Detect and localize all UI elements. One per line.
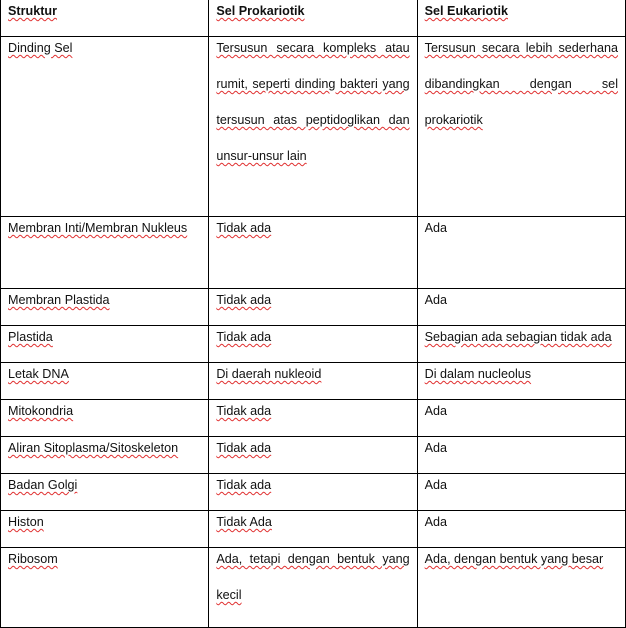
table-cell[interactable]	[417, 217, 625, 289]
cell-prokariotik: Tidak ada	[216, 404, 272, 418]
cell-struktur: Dinding Sel	[8, 41, 73, 55]
cell-prokariotik: Ada, tetapi dengan bentuk yang kecil	[216, 552, 410, 602]
cell-struktur: Membran Inti/Membran Nukleus	[8, 221, 188, 235]
cell-struktur: Letak DNA	[8, 367, 69, 381]
table-row	[1, 548, 626, 628]
table-cell[interactable]	[1, 548, 209, 628]
cell-struktur: Plastida	[8, 330, 53, 344]
cell-prokariotik: Tersusun secara kompleks atau rumit, seperti dinding bakteri yang tersusun atas peptidoglikan dan unsur-unsur lain	[216, 41, 410, 163]
table-cell[interactable]	[1, 217, 209, 289]
header-prokariotik: Sel Prokariotik	[216, 4, 305, 18]
cell-eukariotik: Sebagian ada sebagian tidak ada	[424, 330, 612, 344]
table-cell[interactable]	[417, 548, 625, 628]
cell-struktur: Membran Plastida	[8, 293, 110, 307]
cell-prokariotik: Tidak ada	[216, 221, 272, 235]
cell-prokariotik: Tidak ada	[216, 478, 272, 492]
cell-struktur: Aliran Sitoplasma/Sitoskeleton	[8, 441, 179, 455]
cell-struktur: Mitokondria	[8, 404, 74, 418]
header-eukariotik: Sel Eukariotik	[424, 4, 508, 18]
cell-eukariotik: Ada, dengan bentuk yang besar	[424, 552, 604, 566]
header-struktur: Struktur	[8, 4, 57, 18]
cell-eukariotik: Tersusun secara lebih sederhana dibandingkan dengan sel prokariotik	[424, 41, 618, 127]
table-row	[1, 37, 626, 217]
table-cell[interactable]	[417, 37, 625, 217]
cell-eukariotik: Di dalam nucleolus	[424, 367, 532, 381]
cell-struktur: Ribosom	[8, 552, 58, 566]
table-cell[interactable]	[1, 37, 209, 217]
cell-prokariotik: Tidak ada	[216, 293, 272, 307]
cell-prokariotik: Tidak ada	[216, 441, 272, 455]
cell-eukariotik: Ada	[424, 221, 448, 235]
cell-prokariotik: Tidak Ada	[216, 515, 272, 529]
table-cell[interactable]	[209, 548, 417, 628]
cell-eukariotik: Ada	[424, 441, 448, 455]
table-row	[1, 217, 626, 289]
table-cell[interactable]	[209, 37, 417, 217]
table-cell[interactable]	[209, 217, 417, 289]
cell-eukariotik: Ada	[424, 515, 448, 529]
cell-struktur: Histon	[8, 515, 44, 529]
cell-eukariotik: Ada	[424, 478, 448, 492]
cell-prokariotik: Tidak ada	[216, 330, 272, 344]
cell-eukariotik: Ada	[424, 293, 448, 307]
cell-eukariotik: Ada	[424, 404, 448, 418]
cell-struktur: Badan Golgi	[8, 478, 78, 492]
cell-prokariotik: Di daerah nukleoid	[216, 367, 322, 381]
